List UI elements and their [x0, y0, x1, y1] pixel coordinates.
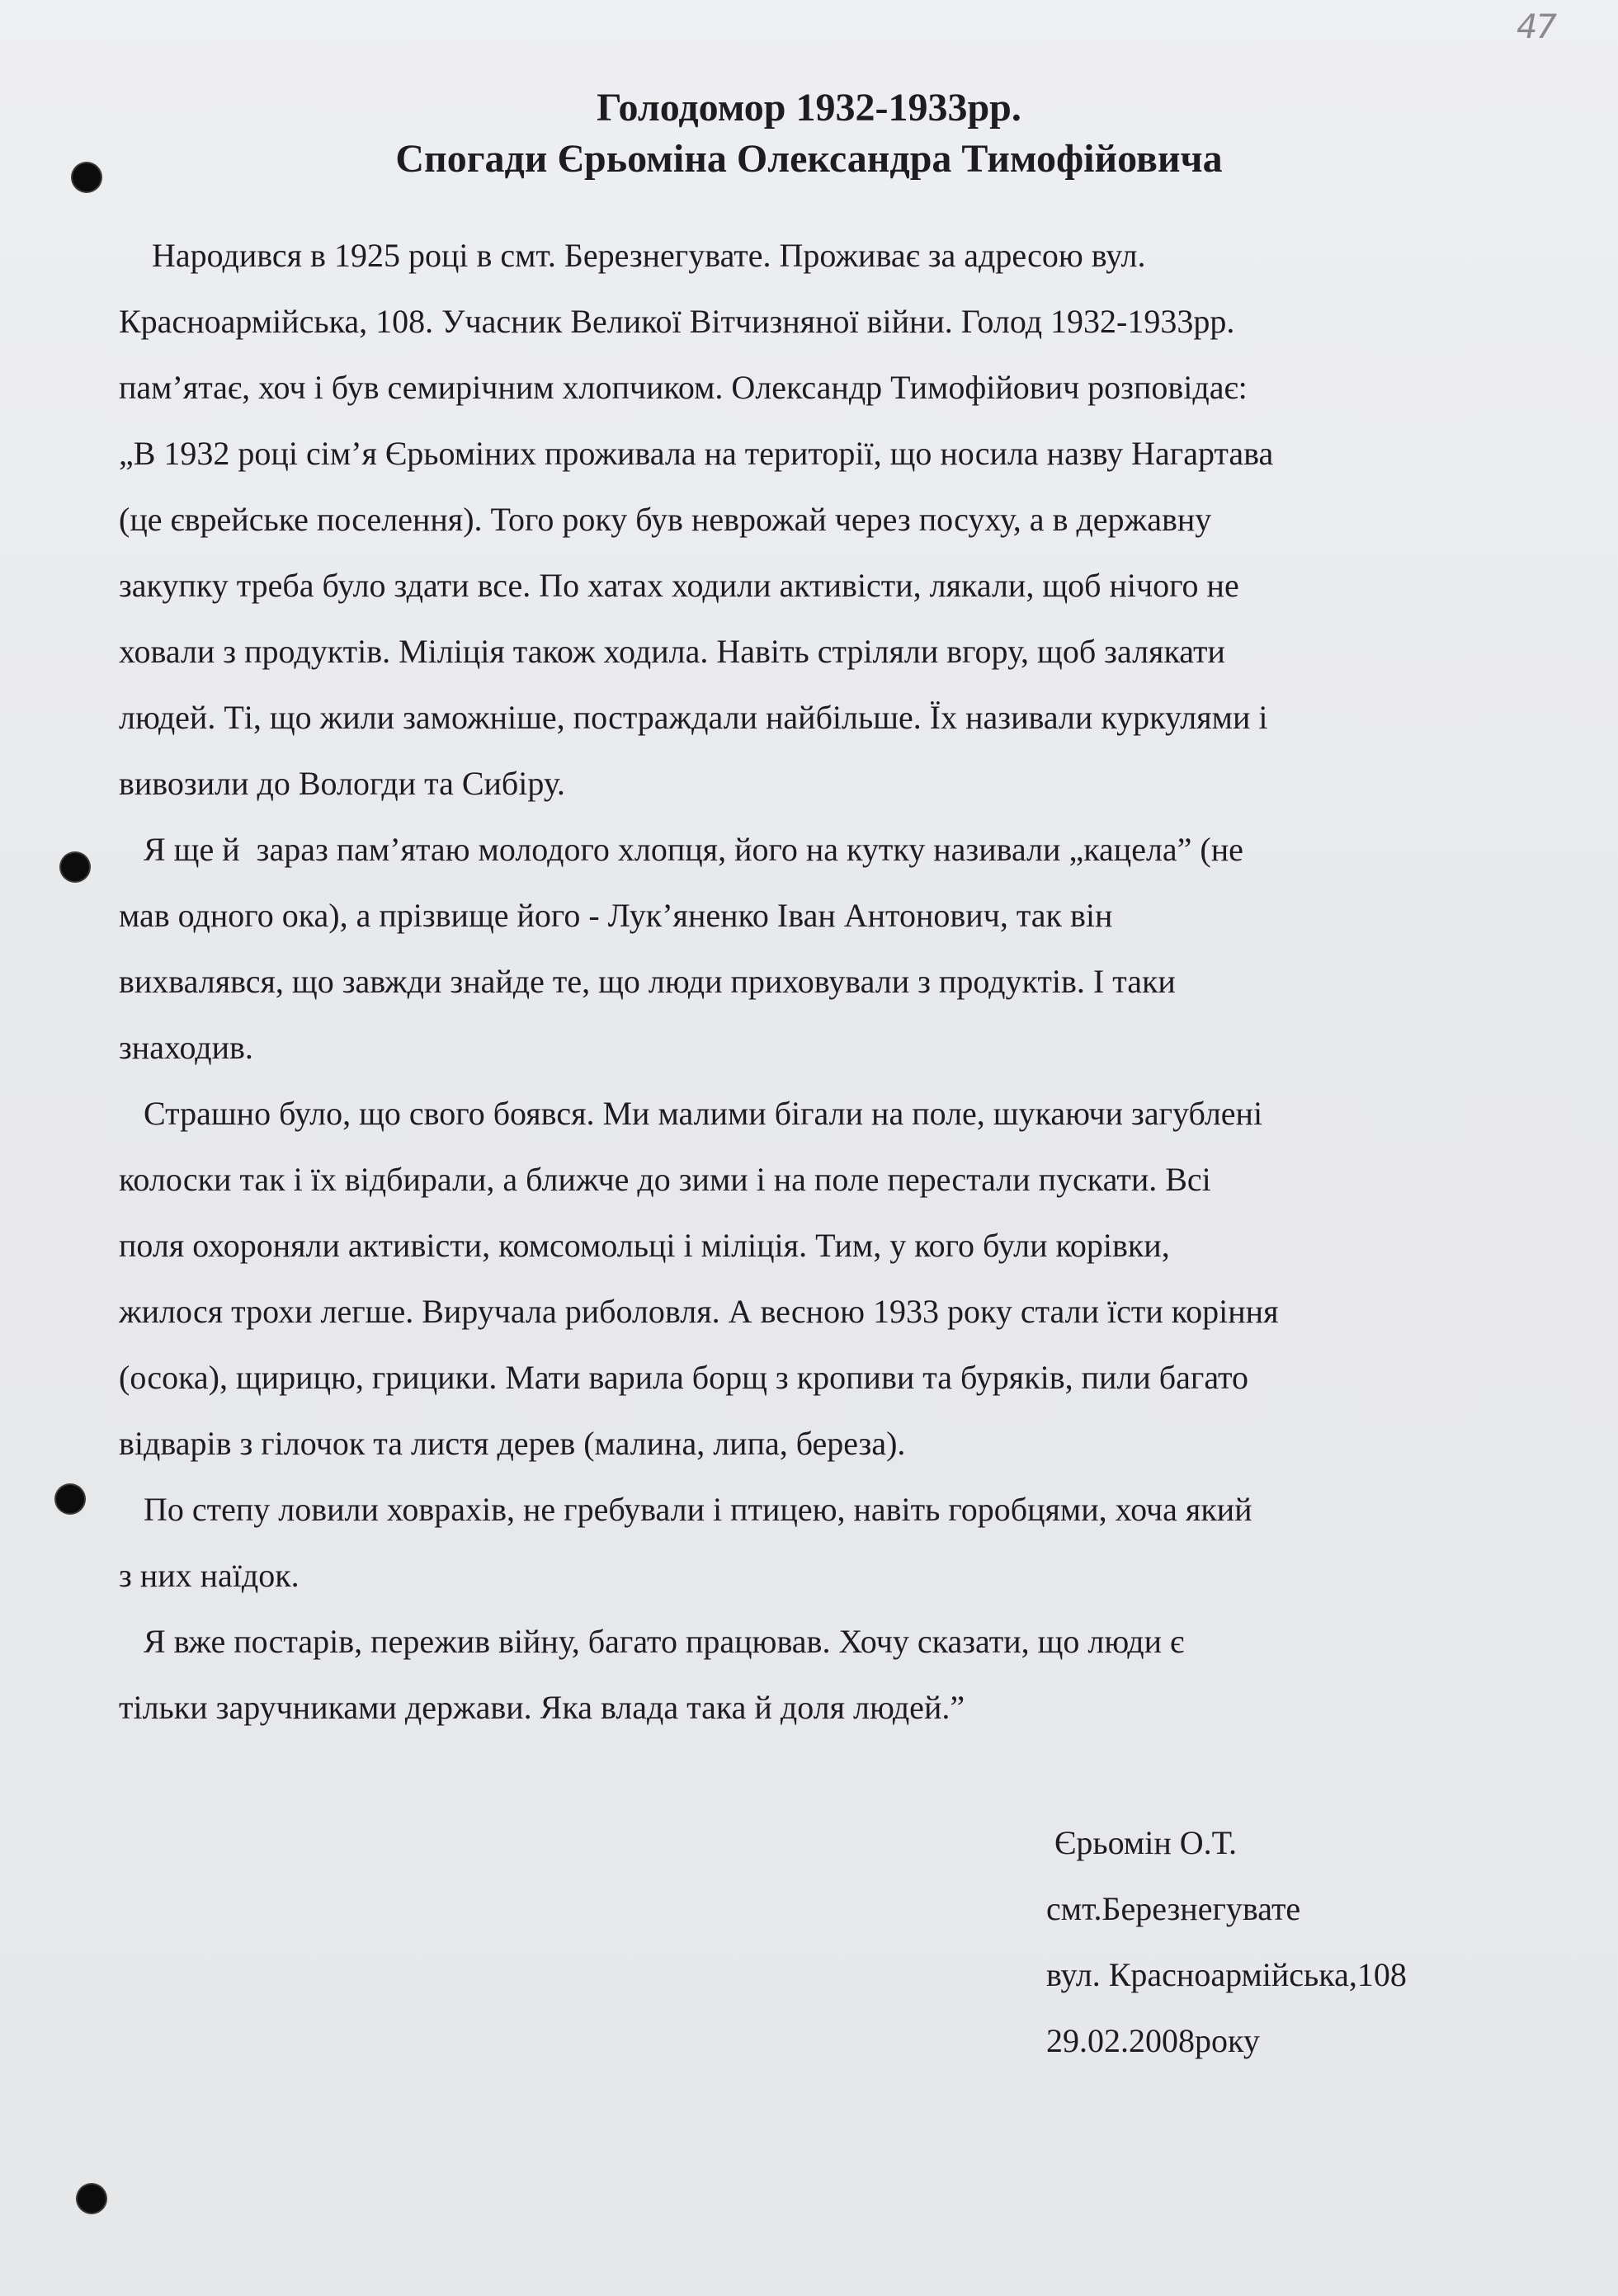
text-line: знаходив. [119, 1029, 253, 1066]
text-line: жилося трохи легше. Виручала риболовля. А весною 1933 року стали їсти коріння [119, 1293, 1279, 1330]
text-line: Страшно було, що свого боявся. Ми малими бігали на поле, шукаючи загублені [119, 1095, 1263, 1132]
punch-hole [56, 1485, 84, 1513]
text-line: вивозили до Вологди та Сибіру. [119, 765, 565, 802]
text-line: колоски так і їх відбирали, а ближче до зими і на поле перестали пускати. Всі [119, 1161, 1211, 1198]
text-line: ховали з продуктів. Міліція також ходила. Навіть стріляли вгору, щоб залякати [119, 633, 1225, 670]
text-line: вихвалявся, що завжди знайде те, що люди приховували з продуктів. І таки [119, 963, 1176, 1000]
text-line: По степу ловили ховрахів, не гребували і птицею, навіть горобцями, хоча який [119, 1491, 1252, 1528]
punch-hole [61, 853, 89, 881]
text-line: Я вже постарів, пережив війну, багато працював. Хочу сказати, що люди є [119, 1623, 1185, 1660]
document-subtitle: Спогади Єрьоміна Олександра Тимофійовича [395, 137, 1223, 181]
text-line: закупку треба було здати все. По хатах ходили активісти, лякали, щоб нічого не [119, 567, 1239, 604]
memoir-text [119, 223, 1472, 1741]
text-line: Народився в 1925 році в смт. Березнегувате. Проживає за адресою вул. [119, 237, 1146, 274]
text-line: тільки заручниками держави. Яка влада така й доля людей.” [119, 1689, 965, 1726]
text-line: поля охороняли активісти, комсомольці і міліція. Тим, у кого були корівки, [119, 1227, 1170, 1264]
text-line: пам’ятає, хоч і був семирічним хлопчиком. Олександр Тимофійович розповідає: [119, 369, 1248, 406]
text-line: Я ще й зараз пам’ятаю молодого хлопця, його на кутку називали „кацела” (не [119, 831, 1243, 868]
author-street: вул. Красноармійська,108 [1046, 1956, 1407, 1993]
document-date: 29.02.2008року [1046, 2022, 1260, 2059]
text-line: відварів з гілочок та листя дерев (малина, липа, береза). [119, 1425, 906, 1462]
text-line: з них наїдок. [119, 1557, 300, 1594]
text-line: (осока), щирицю, грицики. Мати варила борщ з кропиви та буряків, пили багато [119, 1359, 1248, 1396]
text-line: (це єврейське поселення). Того року був неврожай через посуху, а в державну [119, 501, 1212, 538]
author-settlement: смт.Березнегувате [1046, 1890, 1301, 1927]
document-title: Голодомор 1932-1933рр. [597, 86, 1021, 130]
text-line: „В 1932 році сім’я Єрьоміних проживала на території, що носила назву Нагартава [119, 435, 1274, 472]
text-line: мав одного ока), а прізвище його - Лук’яненко Іван Антонович, так він [119, 897, 1113, 934]
author-name: Єрьомін О.Т. [1046, 1824, 1238, 1861]
page-number: 47 [1517, 8, 1555, 46]
signature-block [1046, 1810, 1407, 2074]
punch-hole [78, 2185, 106, 2213]
text-line: Красноармійська, 108. Учасник Великої Вітчизняної війни. Голод 1932-1933рр. [119, 303, 1235, 340]
text-line: людей. Ті, що жили заможніше, постраждали найбільше. Їх називали куркулями і [119, 699, 1268, 736]
